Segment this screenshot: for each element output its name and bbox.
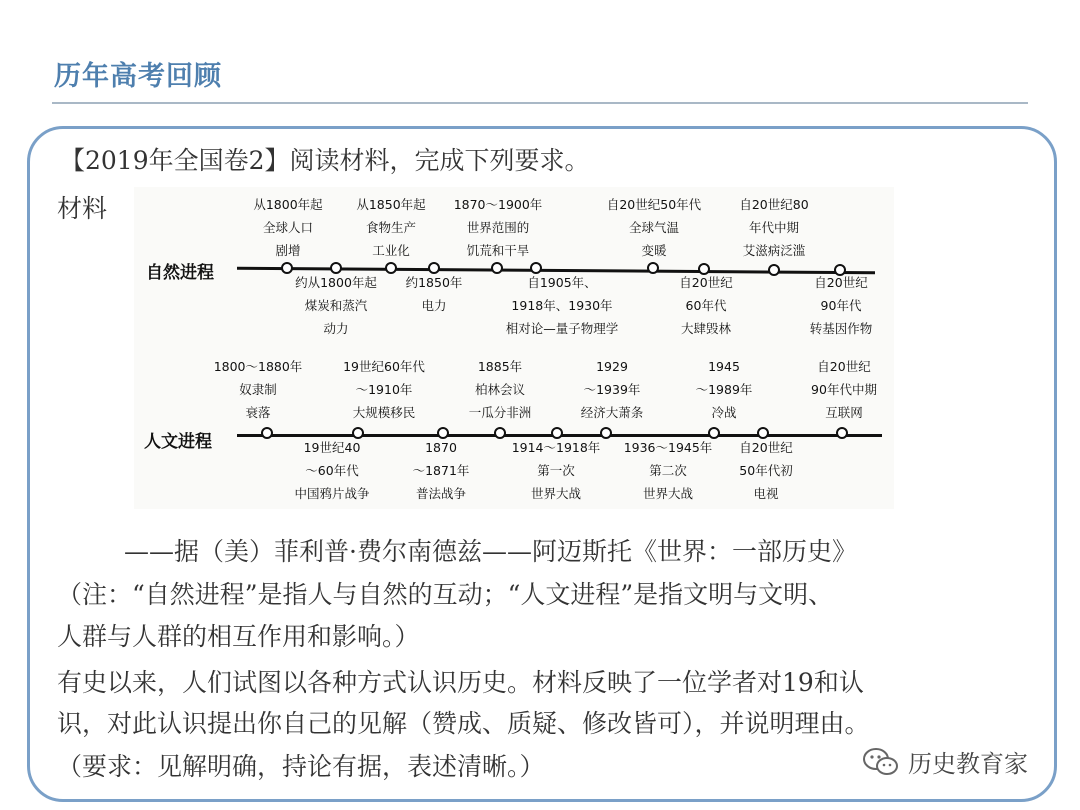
natural-process-label: 自然进程 <box>146 263 214 283</box>
timeline-dot <box>768 264 780 276</box>
timeline-dot <box>647 262 659 274</box>
human-event-below: 1870 ～1871年 普法战争 <box>412 440 470 501</box>
timeline-dot <box>491 262 503 274</box>
natural-event-above: 从1800年起 全球人口 剧增 <box>253 197 323 258</box>
natural-event-above: 自20世纪50年代 全球气温 变暖 <box>606 197 702 258</box>
human-event-below: 1936～1945年 第二次 世界大战 <box>623 440 713 501</box>
natural-event-below: 约1850年 电力 <box>405 275 463 313</box>
human-event-above: 1929 ～1939年 经济大萧条 <box>580 359 644 420</box>
natural-event-below: 约从1800年起 煤炭和蒸汽 动力 <box>295 275 377 336</box>
timeline-dot <box>281 262 293 274</box>
header-divider <box>52 102 1028 104</box>
timeline-dot <box>836 427 848 439</box>
question-title: 【2019年全国卷2】阅读材料，完成下列要求。 <box>60 146 590 175</box>
material-label: 材料 <box>57 194 108 223</box>
human-process-label: 人文进程 <box>144 432 212 452</box>
natural-event-above: 自20世纪80 年代中期 艾滋病泛滥 <box>739 197 809 258</box>
natural-event-below: 自1905年、 1918年、1930年 相对论—量子物理学 <box>505 275 619 336</box>
timeline-figure <box>134 187 894 509</box>
human-event-above: 19世纪60年代 ～1910年 大规模移民 <box>343 359 425 420</box>
page-title: 历年高考回顾 <box>54 61 222 92</box>
natural-event-below: 自20世纪 90年代 转基因作物 <box>809 275 873 336</box>
timeline-dot <box>261 427 273 439</box>
natural-event-below: 自20世纪 60年代 大肆毁林 <box>679 275 733 336</box>
wechat-icon <box>862 747 900 777</box>
prompt-line: 识，对此认识提出你自己的见解（赞成、质疑、修改皆可），并说明理由。 <box>57 709 870 738</box>
human-event-above: 自20世纪 90年代中期 互联网 <box>811 359 877 420</box>
human-event-above: 1885年 柏林会议 一瓜分非洲 <box>468 359 532 420</box>
human-event-above: 1945 ～1989年 冷战 <box>695 359 753 420</box>
human-event-below: 1914～1918年 第一次 世界大战 <box>511 440 601 501</box>
note-line: 人群与人群的相互作用和影响。） <box>57 622 420 651</box>
watermark <box>862 744 1028 779</box>
timeline-dot <box>600 427 612 439</box>
natural-event-above: 1870～1900年 世界范围的 饥荒和干旱 <box>453 197 543 258</box>
timeline-dot <box>494 427 506 439</box>
watermark-text: 历史教育家 <box>908 750 1028 778</box>
timeline-dot <box>385 262 397 274</box>
source-citation: ——据（美）菲利普·费尔南德兹——阿迈斯托《世界：一部历史》 <box>124 537 857 566</box>
prompt-line: 有史以来，人们试图以各种方式认识历史。材料反映了一位学者对19和认 <box>57 668 864 697</box>
natural-event-above: 从1850年起 食物生产 工业化 <box>356 197 426 258</box>
human-event-below: 自20世纪 50年代初 电视 <box>739 440 793 501</box>
human-event-below: 19世纪40 ～60年代 中国鸦片战争 <box>294 440 370 501</box>
note-line: （注：“自然进程”是指人与自然的互动；“人文进程”是指文明与文明、 <box>57 580 834 609</box>
prompt-line: （要求：见解明确，持论有据，表述清晰。） <box>57 752 545 781</box>
human-event-above: 1800～1880年 奴隶制 衰落 <box>213 359 303 420</box>
